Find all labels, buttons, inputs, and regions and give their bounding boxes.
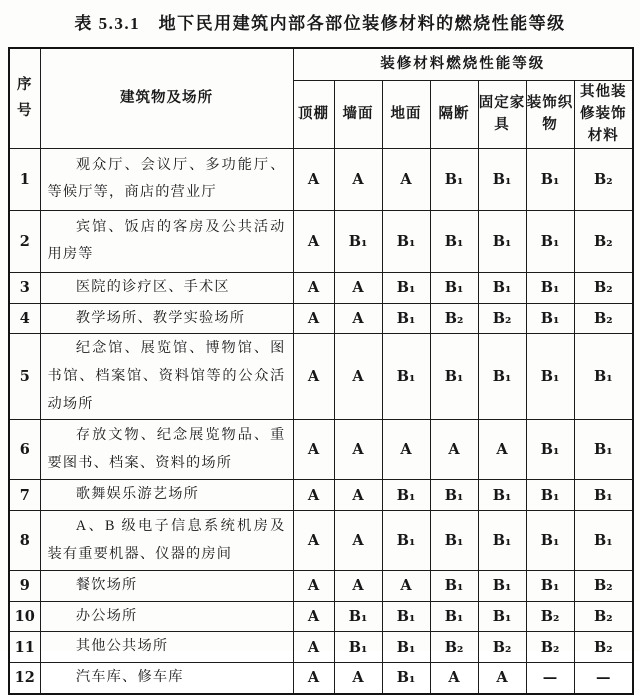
- rating-cell: B₁: [574, 480, 633, 511]
- header-col-floor: 地面: [382, 80, 430, 148]
- rating-cell: A: [293, 303, 334, 334]
- rating-cell: A: [334, 480, 382, 511]
- rating-cell: A: [430, 663, 478, 694]
- rating-cell: B₁: [478, 210, 526, 272]
- row-label: 其他公共场所: [40, 632, 293, 663]
- header-row-group: [9, 48, 633, 80]
- rating-cell: B₂: [478, 303, 526, 334]
- rating-cell: B₁: [382, 334, 430, 420]
- row-label: 办公场所: [40, 601, 293, 632]
- table-row: [9, 210, 633, 272]
- rating-cell: A: [334, 272, 382, 303]
- rating-cell: B₁: [526, 210, 574, 272]
- row-number: 8: [9, 511, 40, 571]
- rating-cell: A: [293, 420, 334, 480]
- rating-cell: B₁: [382, 210, 430, 272]
- rating-cell: B₁: [430, 272, 478, 303]
- rating-cell: —: [574, 663, 633, 694]
- rating-cell: B₁: [382, 480, 430, 511]
- rating-cell: B₁: [478, 334, 526, 420]
- table-row: [9, 511, 633, 571]
- rating-cell: B₁: [430, 480, 478, 511]
- table-row: [9, 334, 633, 420]
- row-label: 宾馆、饭店的客房及公共活动用房等: [40, 210, 293, 272]
- rating-cell: A: [293, 571, 334, 602]
- rating-cell: B₁: [574, 511, 633, 571]
- rating-cell: A: [293, 601, 334, 632]
- rating-cell: B₁: [526, 303, 574, 334]
- header-col-place: 建筑物及场所: [40, 48, 293, 148]
- rating-cell: A: [334, 663, 382, 694]
- header-col-decorative-fabric: 装饰织物: [526, 80, 574, 148]
- rating-cell: A: [293, 210, 334, 272]
- rating-cell: B₁: [574, 334, 633, 420]
- rating-cell: B₂: [574, 303, 633, 334]
- row-number: 1: [9, 148, 40, 210]
- rating-cell: B₁: [430, 571, 478, 602]
- table-row: [9, 601, 633, 632]
- rating-cell: B₁: [526, 420, 574, 480]
- rating-cell: B₁: [478, 148, 526, 210]
- rating-cell: A: [293, 480, 334, 511]
- rating-cell: B₁: [478, 511, 526, 571]
- rating-cell: A: [334, 148, 382, 210]
- rating-cell: A: [293, 632, 334, 663]
- row-label: 教学场所、教学实验场所: [40, 303, 293, 334]
- row-label: 餐饮场所: [40, 571, 293, 602]
- rating-cell: B₂: [574, 571, 633, 602]
- rating-cell: A: [382, 148, 430, 210]
- rating-cell: B₁: [526, 272, 574, 303]
- rating-cell: B₂: [574, 272, 633, 303]
- table-row: [9, 571, 633, 602]
- table-row: [9, 303, 633, 334]
- rating-cell: A: [334, 303, 382, 334]
- rating-cell: B₂: [430, 303, 478, 334]
- row-number: 7: [9, 480, 40, 511]
- rating-cell: B₁: [478, 571, 526, 602]
- header-group-grade: 装修材料燃烧性能等级: [293, 48, 633, 80]
- rating-cell: B₂: [574, 210, 633, 272]
- rating-cell: A: [293, 272, 334, 303]
- table-row: [9, 272, 633, 303]
- rating-cell: B₂: [430, 632, 478, 663]
- row-number: 6: [9, 420, 40, 480]
- table-row: [9, 663, 633, 694]
- row-number: 9: [9, 571, 40, 602]
- row-number: 2: [9, 210, 40, 272]
- row-label: 汽车库、修车库: [40, 663, 293, 694]
- rating-cell: A: [478, 663, 526, 694]
- decoration-material-grade-table: [8, 47, 634, 695]
- rating-cell: B₁: [526, 148, 574, 210]
- row-label: 医院的诊疗区、手术区: [40, 272, 293, 303]
- row-label: 存放文物、纪念展览物品、重要图书、档案、资料的场所: [40, 420, 293, 480]
- rating-cell: A: [334, 511, 382, 571]
- rating-cell: A: [430, 420, 478, 480]
- rating-cell: A: [293, 511, 334, 571]
- rating-cell: B₁: [382, 303, 430, 334]
- rating-cell: B₁: [478, 272, 526, 303]
- rating-cell: B₁: [430, 334, 478, 420]
- row-number: 4: [9, 303, 40, 334]
- row-label: 歌舞娱乐游艺场所: [40, 480, 293, 511]
- rating-cell: B₁: [526, 480, 574, 511]
- header-col-partition: 隔断: [430, 80, 478, 148]
- rating-cell: B₁: [382, 511, 430, 571]
- rating-cell: B₁: [334, 210, 382, 272]
- rating-cell: B₁: [430, 601, 478, 632]
- row-number: 5: [9, 334, 40, 420]
- table-row: [9, 480, 633, 511]
- row-number: 10: [9, 601, 40, 632]
- header-col-wall: 墙面: [334, 80, 382, 148]
- header-col-ceiling: 顶棚: [293, 80, 334, 148]
- rating-cell: A: [293, 148, 334, 210]
- rating-cell: B₂: [574, 601, 633, 632]
- header-col-other-materials: 其他装修装饰材料: [574, 80, 633, 148]
- row-number: 12: [9, 663, 40, 694]
- rating-cell: B₂: [574, 148, 633, 210]
- rating-cell: B₁: [430, 148, 478, 210]
- rating-cell: B₁: [382, 272, 430, 303]
- rating-cell: A: [334, 420, 382, 480]
- rating-cell: A: [293, 334, 334, 420]
- rating-cell: —: [526, 663, 574, 694]
- row-label: 纪念馆、展览馆、博物馆、图书馆、档案馆、资料馆等的公众活动场所: [40, 334, 293, 420]
- row-label: 观众厅、会议厅、多功能厅、等候厅等，商店的营业厅: [40, 148, 293, 210]
- rating-cell: B₁: [382, 663, 430, 694]
- rating-cell: B₁: [478, 480, 526, 511]
- rating-cell: A: [382, 420, 430, 480]
- rating-cell: B₁: [430, 511, 478, 571]
- row-number: 11: [9, 632, 40, 663]
- rating-cell: A: [334, 571, 382, 602]
- rating-cell: B₁: [382, 632, 430, 663]
- rating-cell: B₁: [478, 601, 526, 632]
- table-title: 表 5.3.1 地下民用建筑内部各部位装修材料的燃烧性能等级: [74, 14, 566, 33]
- rating-cell: B₁: [526, 571, 574, 602]
- header-col-seq: 序号: [9, 48, 40, 148]
- table-row: [9, 420, 633, 480]
- table-row: [9, 632, 633, 663]
- rating-cell: B₁: [526, 511, 574, 571]
- rating-cell: A: [334, 334, 382, 420]
- row-number: 3: [9, 272, 40, 303]
- rating-cell: A: [382, 571, 430, 602]
- row-label: A、B 级电子信息系统机房及装有重要机器、仪器的房间: [40, 511, 293, 571]
- rating-cell: B₂: [478, 632, 526, 663]
- rating-cell: B₂: [526, 632, 574, 663]
- rating-cell: B₁: [382, 601, 430, 632]
- rating-cell: B₁: [334, 632, 382, 663]
- rating-cell: B₁: [526, 334, 574, 420]
- rating-cell: B₁: [574, 420, 633, 480]
- rating-cell: A: [293, 663, 334, 694]
- table-row: [9, 148, 633, 210]
- rating-cell: B₂: [526, 601, 574, 632]
- header-col-fixed-furniture: 固定家具: [478, 80, 526, 148]
- rating-cell: B₂: [574, 632, 633, 663]
- rating-cell: B₁: [334, 601, 382, 632]
- rating-cell: B₁: [430, 210, 478, 272]
- rating-cell: A: [478, 420, 526, 480]
